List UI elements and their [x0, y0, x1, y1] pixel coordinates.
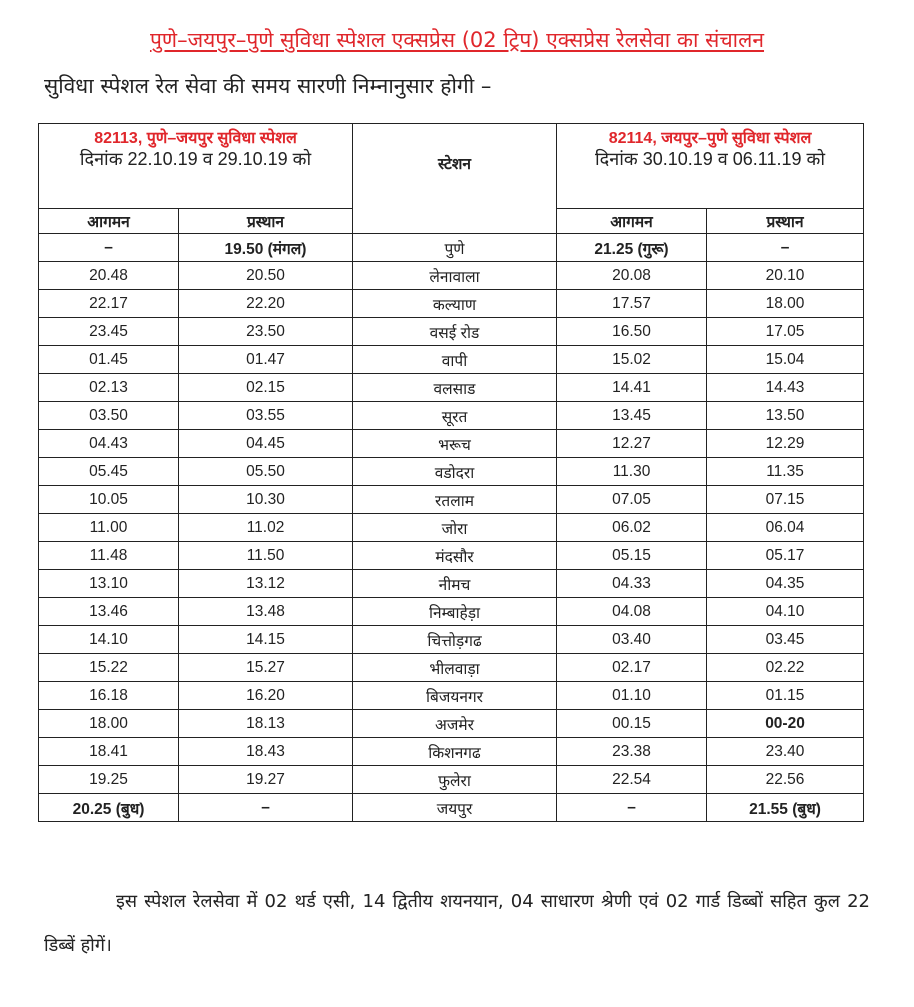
down-arrival-header: आगमन	[39, 209, 179, 234]
down-train-title: 82113, पुणे–जयपुर सुविधा स्पेशल	[94, 130, 297, 147]
station-name: वलसाड	[353, 374, 557, 402]
up-arrival: 16.50	[557, 318, 707, 346]
up-arrival: 04.08	[557, 598, 707, 626]
up-arrival: 05.15	[557, 542, 707, 570]
station-name: पुणे	[353, 234, 557, 262]
station-name: लेनावाला	[353, 262, 557, 290]
down-departure: 11.50	[179, 542, 353, 570]
up-arrival: 02.17	[557, 654, 707, 682]
station-header: स्टेशन	[353, 124, 557, 234]
down-departure: –	[179, 794, 353, 822]
station-name: रतलाम	[353, 486, 557, 514]
station-name: अजमेर	[353, 710, 557, 738]
station-name: जयपुर	[353, 794, 557, 822]
down-train-dates: दिनांक 22.10.19 व 29.10.19 को	[79, 149, 312, 169]
down-departure: 04.45	[179, 430, 353, 458]
up-arrival: 00.15	[557, 710, 707, 738]
down-arrival: 13.10	[39, 570, 179, 598]
up-departure: 14.43	[707, 374, 864, 402]
down-train-header	[39, 124, 353, 209]
down-departure: 03.55	[179, 402, 353, 430]
down-arrival: 18.00	[39, 710, 179, 738]
down-departure: 15.27	[179, 654, 353, 682]
up-arrival-header: आगमन	[557, 209, 707, 234]
station-name: भीलवाड़ा	[353, 654, 557, 682]
down-departure: 02.15	[179, 374, 353, 402]
up-departure: 15.04	[707, 346, 864, 374]
down-departure: 18.43	[179, 738, 353, 766]
table-row	[39, 598, 864, 626]
up-departure: 06.04	[707, 514, 864, 542]
down-arrival: 20.25 (बुध)	[39, 794, 179, 822]
table-row	[39, 262, 864, 290]
up-departure: 05.17	[707, 542, 864, 570]
timetable	[38, 123, 864, 822]
table-row	[39, 486, 864, 514]
up-arrival: 06.02	[557, 514, 707, 542]
up-arrival: 07.05	[557, 486, 707, 514]
table-row	[39, 290, 864, 318]
table-row	[39, 514, 864, 542]
table-row	[39, 570, 864, 598]
station-name: वापी	[353, 346, 557, 374]
station-name: कल्याण	[353, 290, 557, 318]
down-arrival: 23.45	[39, 318, 179, 346]
station-name: बिजयनगर	[353, 682, 557, 710]
up-departure: 20.10	[707, 262, 864, 290]
up-arrival: 20.08	[557, 262, 707, 290]
table-row	[39, 402, 864, 430]
coach-composition-note: इस स्पेशल रेलसेवा में 02 थर्ड एसी, 14 द्वितीय शयनयान, 04 साधारण श्रेणी एवं 02 गार्ड डिब्बों सहित कुल 22 डिब्बें होगें।	[44, 891, 870, 956]
up-departure: 04.35	[707, 570, 864, 598]
up-departure: 18.00	[707, 290, 864, 318]
up-arrival: 04.33	[557, 570, 707, 598]
down-departure: 19.50 (मंगल)	[179, 234, 353, 262]
down-departure: 22.20	[179, 290, 353, 318]
station-name: जोरा	[353, 514, 557, 542]
up-arrival: 03.40	[557, 626, 707, 654]
station-name: वडोदरा	[353, 458, 557, 486]
up-departure-header: प्रस्थान	[707, 209, 864, 234]
up-departure: 03.45	[707, 626, 864, 654]
down-arrival: 05.45	[39, 458, 179, 486]
up-arrival: 13.45	[557, 402, 707, 430]
down-departure: 20.50	[179, 262, 353, 290]
up-arrival: 14.41	[557, 374, 707, 402]
station-name: भरूच	[353, 430, 557, 458]
down-departure: 14.15	[179, 626, 353, 654]
table-row	[39, 458, 864, 486]
table-row	[39, 542, 864, 570]
up-arrival: 21.25 (गुरू)	[557, 234, 707, 262]
up-departure: 17.05	[707, 318, 864, 346]
table-row	[39, 710, 864, 738]
up-arrival: 01.10	[557, 682, 707, 710]
up-arrival: 15.02	[557, 346, 707, 374]
up-train-dates: दिनांक 30.10.19 व 06.11.19 को	[595, 149, 826, 169]
up-train-title: 82114, जयपुर–पुणे सुविधा स्पेशल	[608, 130, 812, 147]
down-arrival: 11.00	[39, 514, 179, 542]
station-name: किशनगढ	[353, 738, 557, 766]
down-arrival: 11.48	[39, 542, 179, 570]
up-departure: 23.40	[707, 738, 864, 766]
document-title: पुणे–जयपुर–पुणे सुविधा स्पेशल एक्सप्रेस (02 ट्रिप) एक्सप्रेस रेलसेवा का संचालन	[149, 28, 765, 52]
down-departure: 23.50	[179, 318, 353, 346]
up-departure: 07.15	[707, 486, 864, 514]
up-train-header	[557, 124, 864, 209]
down-departure: 16.20	[179, 682, 353, 710]
down-departure: 13.12	[179, 570, 353, 598]
station-name: चित्तोड़गढ	[353, 626, 557, 654]
down-arrival: 02.13	[39, 374, 179, 402]
down-departure-header: प्रस्थान	[179, 209, 353, 234]
table-row	[39, 654, 864, 682]
down-arrival: 01.45	[39, 346, 179, 374]
table-row	[39, 430, 864, 458]
down-arrival: 13.46	[39, 598, 179, 626]
down-arrival: 03.50	[39, 402, 179, 430]
up-departure: 11.35	[707, 458, 864, 486]
down-departure: 11.02	[179, 514, 353, 542]
down-arrival: 10.05	[39, 486, 179, 514]
down-arrival: 20.48	[39, 262, 179, 290]
up-departure: 04.10	[707, 598, 864, 626]
up-departure: 00-20	[707, 710, 864, 738]
up-departure: 13.50	[707, 402, 864, 430]
down-departure: 01.47	[179, 346, 353, 374]
up-arrival: 17.57	[557, 290, 707, 318]
table-row	[39, 794, 864, 822]
station-name: मंदसौर	[353, 542, 557, 570]
table-row	[39, 738, 864, 766]
down-arrival: –	[39, 234, 179, 262]
down-arrival: 14.10	[39, 626, 179, 654]
station-name: सूरत	[353, 402, 557, 430]
down-departure: 19.27	[179, 766, 353, 794]
station-name: नीमच	[353, 570, 557, 598]
station-name: वसई रोड	[353, 318, 557, 346]
down-arrival: 15.22	[39, 654, 179, 682]
up-arrival: 11.30	[557, 458, 707, 486]
station-name: फुलेरा	[353, 766, 557, 794]
down-departure: 13.48	[179, 598, 353, 626]
table-row	[39, 318, 864, 346]
timetable-train-header-row	[39, 124, 864, 209]
table-row	[39, 234, 864, 262]
table-row	[39, 766, 864, 794]
down-arrival: 22.17	[39, 290, 179, 318]
table-row	[39, 374, 864, 402]
up-departure: 22.56	[707, 766, 864, 794]
table-row	[39, 682, 864, 710]
station-name: निम्बाहेड़ा	[353, 598, 557, 626]
up-arrival: 23.38	[557, 738, 707, 766]
up-arrival: –	[557, 794, 707, 822]
down-arrival: 18.41	[39, 738, 179, 766]
down-arrival: 04.43	[39, 430, 179, 458]
down-arrival: 19.25	[39, 766, 179, 794]
down-arrival: 16.18	[39, 682, 179, 710]
down-departure: 18.13	[179, 710, 353, 738]
document-subtitle: सुविधा स्पेशल रेल सेवा की समय सारणी निम्नानुसार होगी –	[44, 74, 492, 98]
table-row	[39, 626, 864, 654]
up-departure: 21.55 (बुध)	[707, 794, 864, 822]
up-arrival: 22.54	[557, 766, 707, 794]
up-departure: 12.29	[707, 430, 864, 458]
up-departure: 01.15	[707, 682, 864, 710]
up-departure: 02.22	[707, 654, 864, 682]
down-departure: 10.30	[179, 486, 353, 514]
down-departure: 05.50	[179, 458, 353, 486]
table-row	[39, 346, 864, 374]
up-arrival: 12.27	[557, 430, 707, 458]
up-departure: –	[707, 234, 864, 262]
